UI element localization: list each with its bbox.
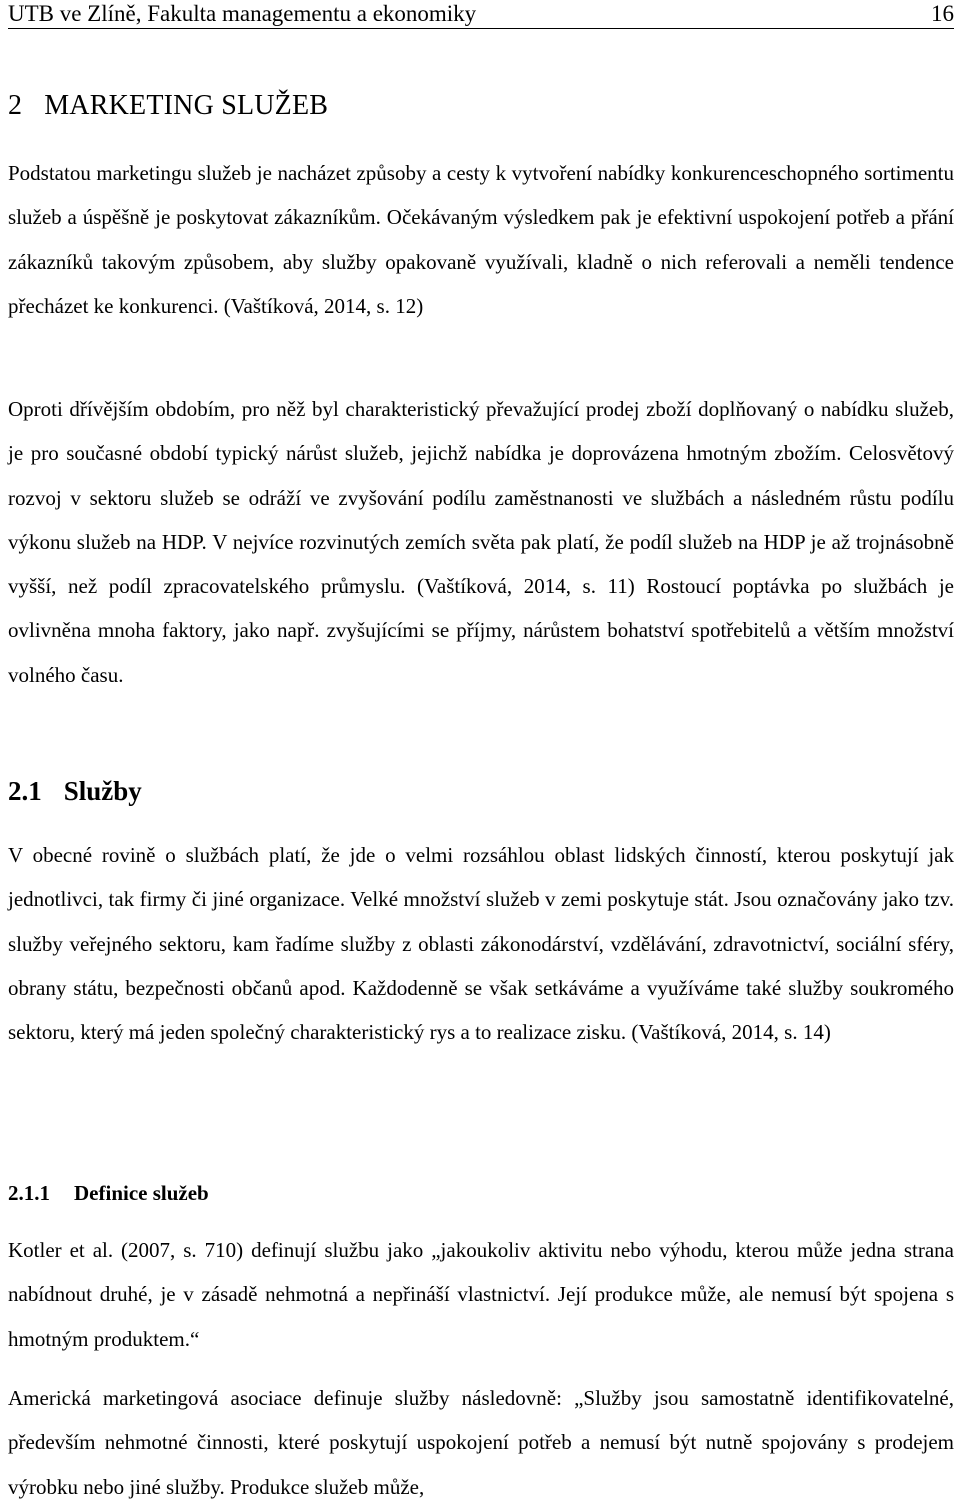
paragraph-ama-definition: Americká marketingová asociace definuje služby následovně: „Služby jsou samostatně identifikovatelné, především nehmotné činnosti, které poskytují uspokojení potřeb a nemusí být nutně spojovány s prodejem výrobku nebo jiné služby. Produkce služeb může,: [8, 1386, 954, 1499]
page-number: 16: [931, 1, 954, 26]
section-number: 2.1: [8, 776, 42, 806]
paragraph-services-general: V obecné rovině o službách platí, že jde o velmi rozsáhlou oblast lidských činností, kterou poskytují jak jednotlivci, tak firmy či jiné organizace. Velké množství služeb v zemi poskytuje stát. Jsou označovány jako tzv. služby veřejného sektoru, kam řadíme služby z oblasti zákonodárství, vzdělávání, zdravotnictví, sociální sféry, obrany státu, bezpečnosti občanů apod. Každodenně se však setkáváme a využíváme také služby soukromého sektoru, který má jeden společný charakteristický rys a to realizace zisku. (Vaštíková, 2014, s. 14): [8, 843, 954, 1045]
header-title: UTB ve Zlíně, Fakulta managementu a ekonomiky: [8, 1, 477, 26]
section-heading: [8, 776, 142, 807]
running-header: [8, 0, 954, 29]
chapter-number: 2: [8, 90, 23, 121]
paragraph-services-growth: Oproti dřívějším obdobím, pro něž byl charakteristický převažující prodej zboží doplňovaný o nabídku služeb, je pro současné období typický nárůst služeb, jejichž nabídka je doprovázena hmotným zbožím. Celosvětový rozvoj v sektoru služeb se odráží ve zvyšování podílu zaměstnanosti ve službách a následném růstu podílu výkonu služeb na HDP. V nejvíce rozvinutých zemích světa pak platí, že podíl služeb na HDP je až trojnásobně vyšší, než podíl zpracovatelského průmyslu. (Vaštíková, 2014, s. 11) Rostoucí poptávka po službách je ovlivněna mnoha faktory, jako např. zvyšujícími se příjmy, nárůstem bohatství spotřebitelů a větším množství volného času.: [8, 397, 954, 687]
subsection-heading: [8, 1181, 209, 1206]
subsection-number: 2.1.1: [8, 1181, 50, 1205]
document-page: [8, 0, 954, 1499]
chapter-heading: [8, 90, 328, 122]
chapter-title: MARKETING SLUŽEB: [44, 90, 329, 121]
subsection-title: Definice služeb: [74, 1181, 209, 1205]
paragraph-kotler-definition: Kotler et al. (2007, s. 710) definují službu jako „jakoukoliv aktivitu nebo výhodu, kterou může jedna strana nabídnout druhé, je v zásadě nehmotná a nepřináší vlastnictví. Její produkce může, ale nemusí být spojena s hmotným produktem.“: [8, 1238, 954, 1351]
section-title: Služby: [63, 776, 142, 806]
paragraph-intro: Podstatou marketingu služeb je nacházet způsoby a cesty k vytvoření nabídky konkurenceschopného sortimentu služeb a úspěšně je poskytovat zákazníkům. Očekávaným výsledkem pak je efektivní uspokojení potřeb a přání zákazníků takovým způsobem, aby služby opakovaně využívali, kladně o nich referovali a neměli tendence přecházet ke konkurenci. (Vaštíková, 2014, s. 12): [8, 161, 954, 318]
